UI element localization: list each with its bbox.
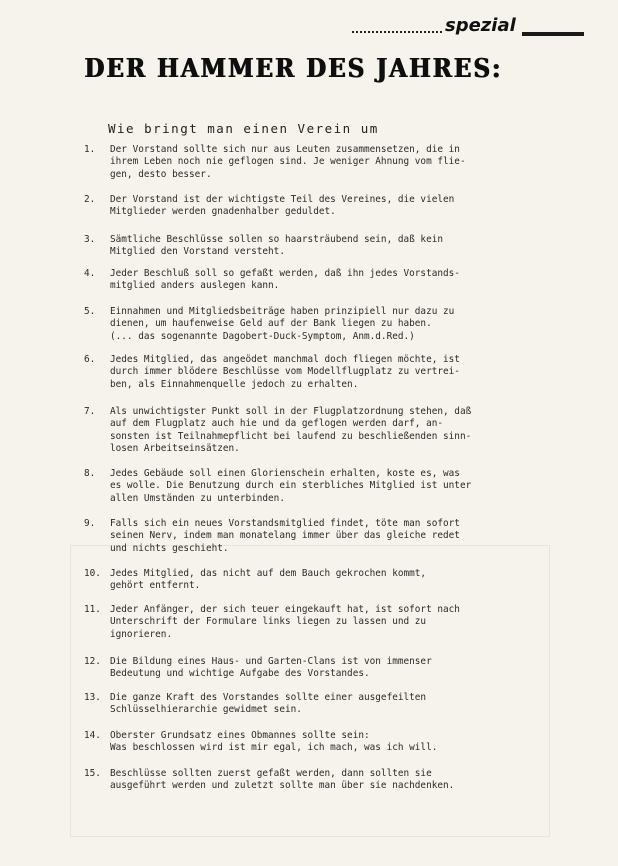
item-line: (... das sogenannte Dagobert-Duck-Symptom, Anm.d.Red.): [110, 330, 415, 342]
item-text: [110, 268, 510, 293]
bleed-through-ghost-text: [160, 8, 174, 33]
item-line: ignorieren.: [110, 628, 173, 640]
item-line: seinen Nerv, indem man monatelang immer über das gleiche redet: [110, 530, 460, 542]
item-line: Jeder Beschluß soll so gefaßt werden, daß ihn jedes Vorstands-: [110, 268, 460, 279]
item-line: Unterschrift der Formulare links liegen zu lassen und zu: [110, 616, 427, 628]
item-number: 11.: [84, 604, 101, 615]
item-line: Der Vorstand ist der wichtigste Teil des Vereines, die vielen: [110, 194, 455, 205]
item-line: Falls sich ein neues Vorstandsmitglied findet, töte man sofort: [110, 518, 460, 529]
item-text: [110, 568, 510, 593]
item-text: [110, 144, 510, 181]
item-line: sonsten ist Teilnahmepflicht bei laufend zu beschließenden sinn-: [110, 430, 472, 442]
item-line: auf dem Flugplatz auch hie und da geflogen werden darf, an-: [110, 418, 444, 430]
item-line: Oberster Grundsatz eines Obmannes sollte sein:: [110, 730, 370, 741]
header-bar: [522, 32, 584, 36]
item-number: 4.: [84, 268, 96, 279]
item-line: Bedeutung und wichtige Aufgabe des Vorstandes.: [110, 668, 370, 680]
page-title: DER HAMMER DES JAHRES:: [84, 52, 503, 85]
item-line: durch immer blödere Beschlüsse vom Modellflugplatz zu vertrei-: [110, 366, 460, 378]
item-line: es wolle. Die Benutzung durch ein sterbliches Mitglied ist unter: [110, 480, 472, 492]
item-text: [110, 306, 510, 343]
item-line: ausgeführt werden und zuletzt sollte man über sie nachdenken.: [110, 780, 455, 792]
item-line: allen Umständen zu unterbinden.: [110, 492, 285, 504]
item-line: losen Arbeitseinsätzen.: [110, 443, 240, 455]
item-line: Mitglied den Vorstand versteht.: [110, 246, 285, 258]
item-line: Die ganze Kraft des Vorstandes sollte einer ausgefeilten: [110, 692, 427, 703]
item-line: Schlüsselhierarchie gewidmet sein.: [110, 704, 302, 716]
item-text: [110, 354, 510, 391]
item-line: Jeder Anfänger, der sich teuer eingekauft hat, ist sofort nach: [110, 604, 460, 615]
item-line: gehört entfernt.: [110, 580, 201, 592]
item-text: [110, 604, 510, 641]
item-number: 3.: [84, 234, 96, 245]
item-line: Mitglieder werden gnadenhalber geduldet.: [110, 206, 336, 218]
item-line: Als unwichtigster Punkt soll in der Flugplatzordnung stehen, daß: [110, 406, 472, 417]
item-line: Jedes Mitglied, das nicht auf dem Bauch gekrochen kommt,: [110, 568, 427, 579]
item-number: 15.: [84, 768, 101, 779]
item-text: [110, 656, 510, 681]
item-line: mitglied anders auslegen kann.: [110, 280, 280, 292]
item-text: [110, 768, 510, 793]
item-number: 9.: [84, 518, 96, 529]
section-label: spezial: [445, 15, 516, 36]
item-text: [110, 234, 510, 259]
item-text: [110, 194, 510, 219]
item-line: ihrem Leben noch nie geflogen sind. Je weniger Ahnung vom flie-: [110, 156, 466, 168]
item-number: 14.: [84, 730, 101, 741]
item-line: Sämtliche Beschlüsse sollen so haarsträubend sein, daß kein: [110, 234, 444, 245]
item-number: 7.: [84, 406, 96, 417]
item-number: 5.: [84, 306, 96, 317]
item-line: Jedes Gebäude soll einen Glorienschein erhalten, koste es, was: [110, 468, 460, 479]
item-number: 6.: [84, 354, 96, 365]
item-line: ben, als Einnahmenquelle jedoch zu erhalten.: [110, 378, 359, 390]
item-number: 10.: [84, 568, 101, 579]
item-number: 12.: [84, 656, 101, 667]
item-number: 2.: [84, 194, 96, 205]
item-line: Jedes Mitglied, das angeödet manchmal doch fliegen möchte, ist: [110, 354, 460, 365]
item-number: 13.: [84, 692, 101, 703]
item-line: dienen, um haufenweise Geld auf der Bank liegen zu haben.: [110, 318, 432, 330]
item-number: 8.: [84, 468, 96, 479]
item-text: [110, 730, 510, 755]
item-line: Was beschlossen wird ist mir egal, ich mach, was ich will.: [110, 742, 438, 754]
item-line: Beschlüsse sollten zuerst gefaßt werden, dann sollten sie: [110, 768, 432, 779]
item-text: [110, 468, 510, 505]
item-number: 1.: [84, 144, 96, 155]
item-line: Der Vorstand sollte sich nur aus Leuten zusammensetzen, die in: [110, 144, 460, 155]
page-subtitle: Wie bringt man einen Verein um: [108, 121, 379, 136]
item-line: und nichts geschieht.: [110, 542, 229, 554]
item-text: [110, 406, 510, 456]
header-dotted-rule: [352, 31, 442, 33]
item-line: Die Bildung eines Haus- und Garten-Clans ist von immenser: [110, 656, 432, 667]
item-line: gen, desto besser.: [110, 168, 212, 180]
item-text: [110, 518, 510, 555]
item-text: [110, 692, 510, 717]
item-line: Einnahmen und Mitgliedsbeiträge haben prinzipiell nur dazu zu: [110, 306, 455, 317]
